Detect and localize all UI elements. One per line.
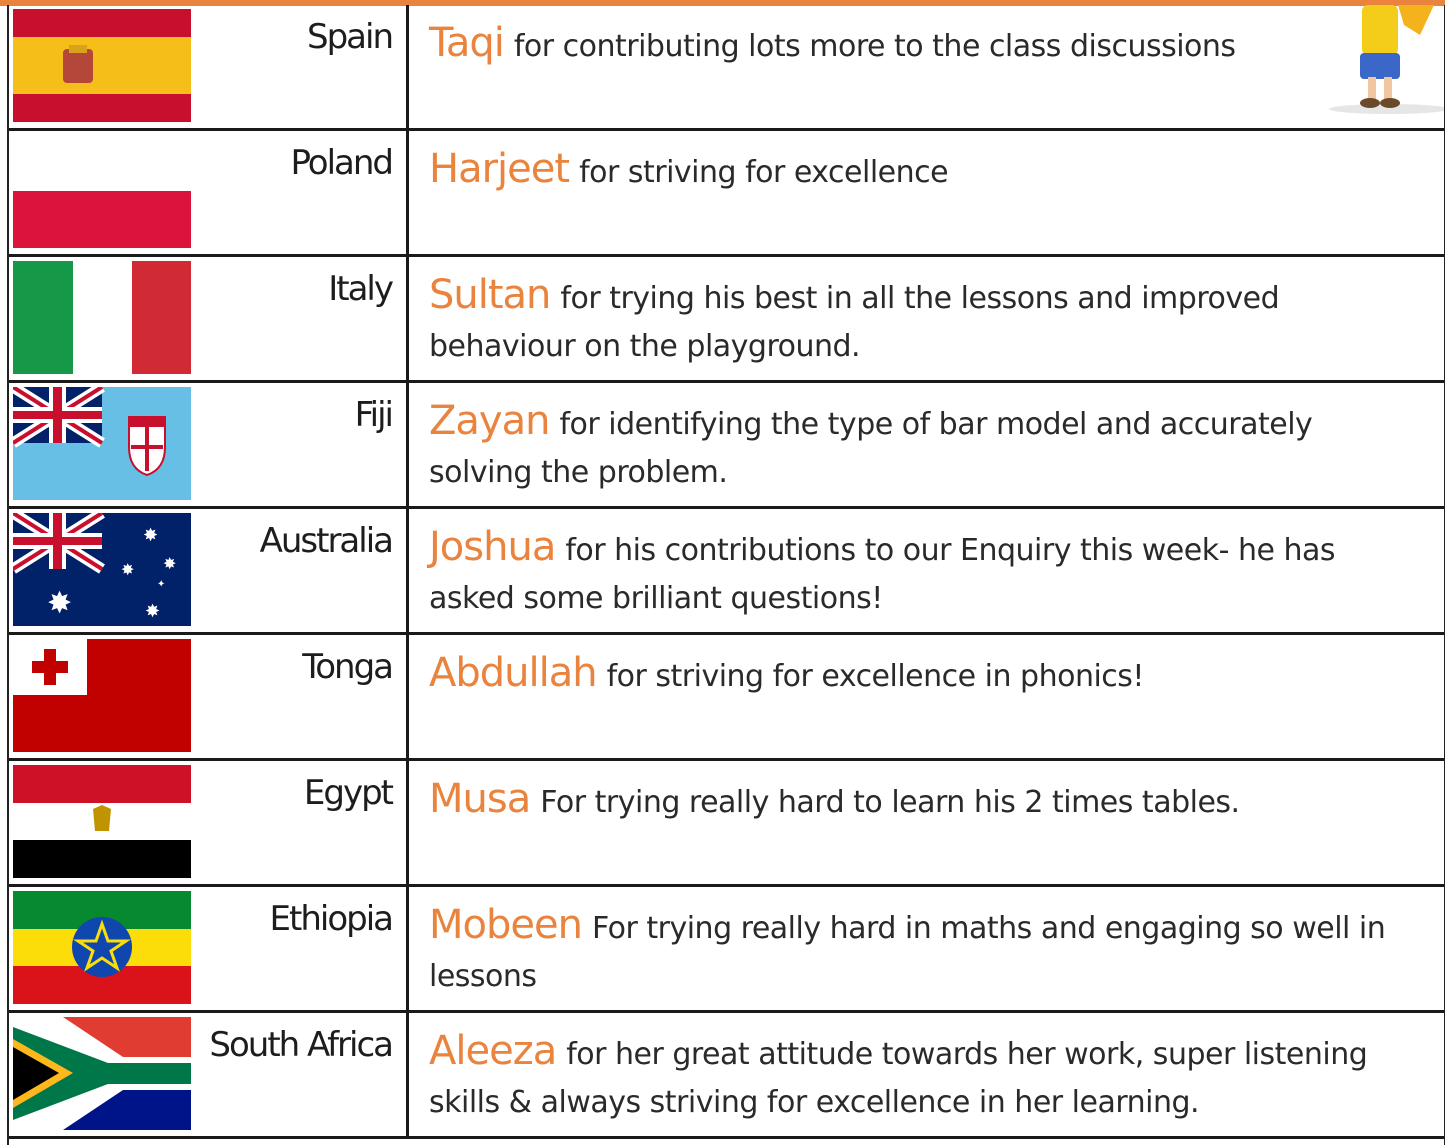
award-text xyxy=(429,649,1424,701)
flag-cell xyxy=(9,383,409,506)
flag-cell xyxy=(9,1013,409,1136)
table-row xyxy=(9,383,1444,509)
text-cell xyxy=(409,131,1444,254)
award-text xyxy=(429,397,1424,497)
student-name: Zayan xyxy=(429,398,550,444)
table-row xyxy=(9,761,1444,887)
award-reason: for striving for excellence in phonics! xyxy=(606,659,1144,694)
award-reason: for identifying the type of bar model and accurately solving the problem. xyxy=(429,407,1313,490)
award-text xyxy=(429,1027,1424,1127)
svg-text:✸: ✸ xyxy=(163,554,177,573)
award-text xyxy=(429,901,1424,1001)
table-row xyxy=(9,1013,1444,1139)
svg-text:✸: ✸ xyxy=(145,601,161,622)
award-reason: for his contributions to our Enquiry this week- he has asked some brilliant questions! xyxy=(429,533,1335,616)
table-row xyxy=(9,131,1444,257)
student-name: Harjeet xyxy=(429,146,570,192)
text-cell xyxy=(409,635,1444,758)
student-name: Sultan xyxy=(429,272,551,318)
award-text xyxy=(429,523,1424,623)
text-cell xyxy=(409,383,1444,506)
text-cell xyxy=(409,887,1444,1010)
svg-text:✦: ✦ xyxy=(157,579,166,590)
svg-text:✸: ✸ xyxy=(143,525,159,546)
table-row xyxy=(9,887,1444,1013)
text-cell xyxy=(409,761,1444,884)
svg-text:✸: ✸ xyxy=(121,560,135,579)
svg-text:✸: ✸ xyxy=(47,586,73,621)
award-reason: for her great attitude towards her work, super listening skills & always striving for excellence in her learning. xyxy=(429,1037,1368,1120)
flag-cell xyxy=(9,509,409,632)
country-label: Tonga xyxy=(302,647,392,687)
fiji-flag-icon xyxy=(13,387,191,500)
flag-cell xyxy=(9,131,409,254)
text-cell xyxy=(409,509,1444,632)
student-name: Taqi xyxy=(429,20,504,66)
student-name: Musa xyxy=(429,776,531,822)
mascot-illustration xyxy=(1314,5,1444,117)
award-reason: For trying really hard in maths and engaging so well in lessons xyxy=(429,911,1386,994)
flag-cell xyxy=(9,761,409,884)
country-label: Spain xyxy=(307,17,392,57)
award-text xyxy=(429,271,1424,371)
award-reason: for contributing lots more to the class discussions xyxy=(513,29,1236,64)
italy-flag-icon xyxy=(13,261,191,374)
egypt-flag-icon xyxy=(13,765,191,878)
country-label: Ethiopia xyxy=(269,899,392,939)
student-name: Mobeen xyxy=(429,902,582,948)
flag-cell xyxy=(9,635,409,758)
spain-flag-icon xyxy=(13,9,191,122)
award-text xyxy=(429,145,1424,197)
table-row xyxy=(9,635,1444,761)
award-text xyxy=(429,775,1424,827)
flag-cell xyxy=(9,257,409,380)
country-label: Australia xyxy=(259,521,392,561)
table-row xyxy=(9,257,1444,383)
text-cell xyxy=(409,257,1444,380)
text-cell xyxy=(409,1013,1444,1136)
student-name: Aleeza xyxy=(429,1028,557,1074)
text-cell xyxy=(409,5,1444,128)
award-reason: for striving for excellence xyxy=(579,155,949,190)
award-reason: for trying his best in all the lessons and improved behaviour on the playground. xyxy=(429,281,1280,364)
student-name: Joshua xyxy=(429,524,556,570)
south-africa-flag-icon xyxy=(13,1017,191,1130)
ethiopia-flag-icon xyxy=(13,891,191,1004)
flag-cell xyxy=(9,887,409,1010)
country-label: Italy xyxy=(328,269,392,309)
tonga-flag-icon xyxy=(13,639,191,752)
student-name: Abdullah xyxy=(429,650,597,696)
country-label: South Africa xyxy=(209,1025,392,1065)
country-label: Fiji xyxy=(354,395,392,435)
country-label: Egypt xyxy=(303,773,392,813)
awards-table xyxy=(7,5,1445,1145)
country-label: Poland xyxy=(290,143,392,183)
table-row xyxy=(9,5,1444,131)
award-reason: For trying really hard to learn his 2 times tables. xyxy=(540,785,1240,820)
award-text xyxy=(429,19,1424,71)
australia-flag-icon xyxy=(13,513,191,626)
poland-flag-icon xyxy=(13,135,191,248)
flag-cell xyxy=(9,5,409,128)
table-row xyxy=(9,509,1444,635)
